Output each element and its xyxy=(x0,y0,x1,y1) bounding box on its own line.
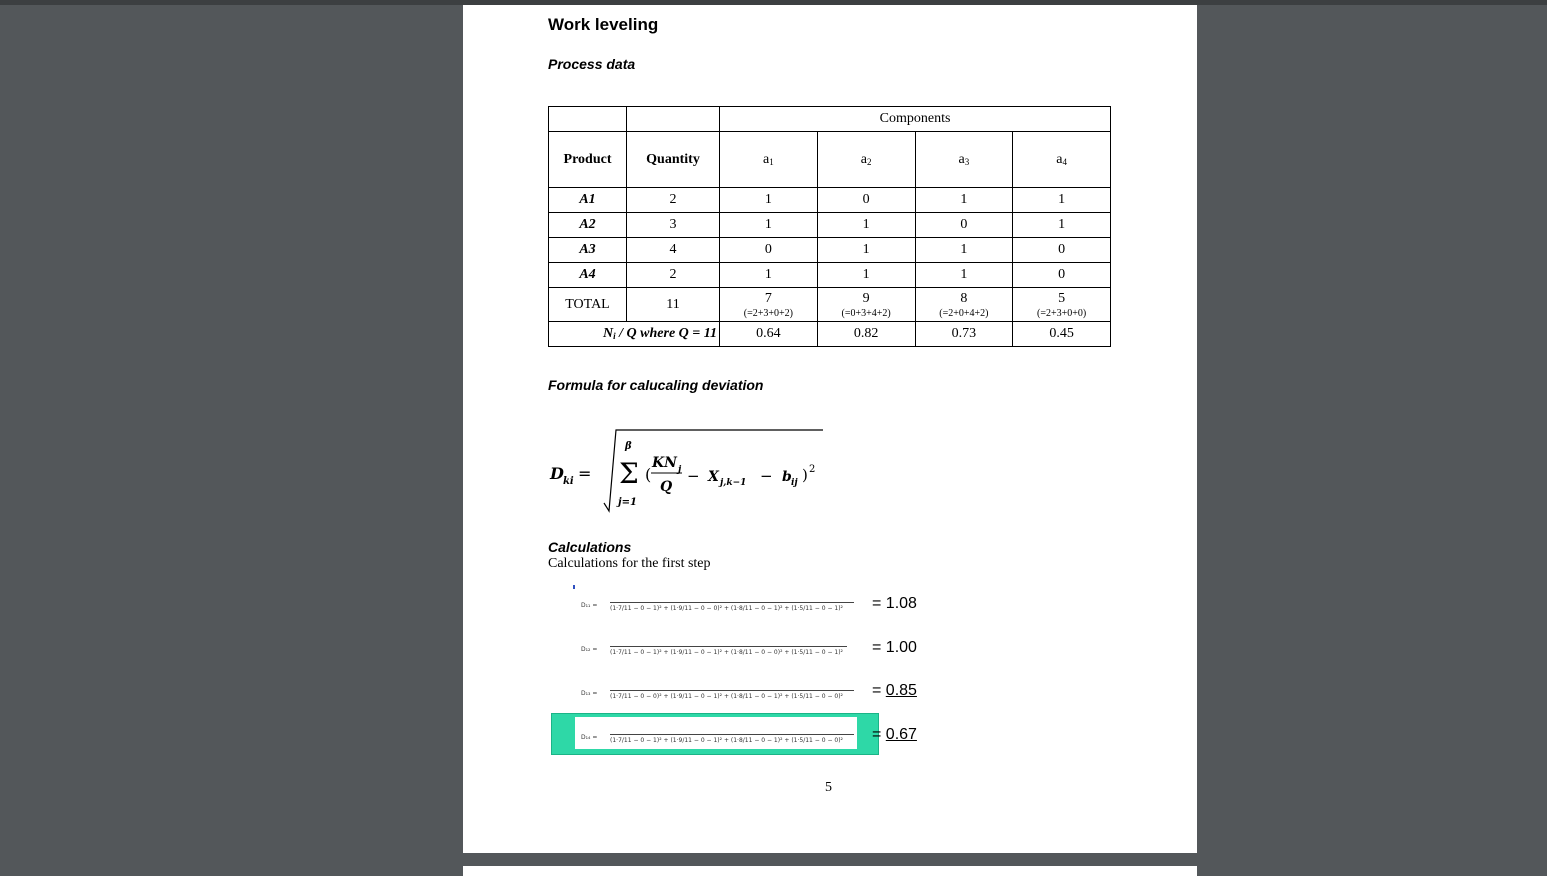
paren-open: ( xyxy=(645,465,652,484)
equals-sign: = xyxy=(872,726,882,743)
component-header: $a_1$ xyxy=(720,132,818,188)
calc-row-4-label: D₁₄ = xyxy=(581,734,598,741)
formula-equals: = xyxy=(578,464,592,483)
exponent: 2 xyxy=(809,464,816,475)
total-row: TOTAL 11 7 (=2+3+0+2) 9 (=0+3+4+2) 8 (=2+0+4+2) 5 (=2+3+0+0) xyxy=(549,288,1111,322)
calc-row-3-label: D₁₃ = xyxy=(581,690,598,697)
page-title: Work leveling xyxy=(548,15,659,34)
formula-x: X xyxy=(708,469,719,485)
calc-row-2-label: D₁₂ = xyxy=(581,646,598,653)
formula-b-sub: ij xyxy=(791,478,798,488)
calc-row-4-result: = 0.67 xyxy=(872,726,917,743)
table-row: A3 4 0 1 1 0 xyxy=(549,238,1111,263)
process-data-table xyxy=(548,106,1111,347)
formula-b: b xyxy=(782,469,792,485)
calc-row-1-label: D₁₁ = xyxy=(581,602,598,609)
table-blank-cell xyxy=(549,107,627,132)
component-header: $a_4$ xyxy=(1013,132,1111,188)
process-data-heading: Process data xyxy=(548,56,636,72)
fraction-numerator-sub: j xyxy=(678,465,682,475)
table-row: A1 2 1 0 1 1 xyxy=(549,188,1111,213)
calculations-heading: Calculations xyxy=(548,539,632,555)
formula-lhs-sub: ki xyxy=(563,476,574,487)
calc-row-3-expression: (1·7/11 − 0 − 0)² + (1·9/11 − 0 − 1)² + (1·8/11 − 0 − 1)² + (1·5/11 − 0 − 0)² xyxy=(610,690,854,700)
paren-close: ) xyxy=(802,466,808,484)
formula-heading: Formula for calucaling deviation xyxy=(548,377,764,393)
page-number: 5 xyxy=(825,780,832,795)
product-header: Product xyxy=(549,132,627,188)
equals-sign: = xyxy=(872,682,882,699)
calc-row-1-result: = 1.08 xyxy=(872,595,917,612)
document-page xyxy=(463,5,1197,853)
sum-sign: Σ xyxy=(619,457,639,490)
minus-sign: − xyxy=(687,467,700,485)
sum-lower: j=1 xyxy=(618,497,637,508)
formula-x-sub: j,k−1 xyxy=(720,478,747,488)
ratio-row: $N_i$ / Q where Q = 11 0.64 0.82 0.73 0.45 xyxy=(549,322,1111,347)
deviation-formula xyxy=(548,425,838,520)
fraction-numerator: KN xyxy=(652,455,677,471)
bullet-mark xyxy=(573,585,575,589)
quantity-header: Quantity xyxy=(627,132,720,188)
sum-upper: β xyxy=(625,441,632,452)
calc-row-4-expression: (1·7/11 − 0 − 1)² + (1·9/11 − 0 − 1)² + (1·8/11 − 0 − 1)² + (1·5/11 − 0 − 0)² xyxy=(610,734,854,744)
table-blank-cell xyxy=(627,107,720,132)
calc-row-2-expression: (1·7/11 − 0 − 1)² + (1·9/11 − 0 − 1)² + (1·8/11 − 0 − 0)² + (1·5/11 − 0 − 1)² xyxy=(610,646,847,656)
calc-row-3-result: = 0.85 xyxy=(872,682,917,699)
calc-row-2-result: = 1.00 xyxy=(872,639,917,656)
table-row: A4 2 1 1 1 0 xyxy=(549,263,1111,288)
calculations-subheading: Calculations for the first step xyxy=(548,556,711,571)
component-header: $a_3$ xyxy=(915,132,1013,188)
calc-row-1-expression: (1·7/11 − 0 − 1)² + (1·9/11 − 0 − 0)² + (1·8/11 − 0 − 1)² + (1·5/11 − 0 − 1)² xyxy=(610,602,854,612)
minus-sign: − xyxy=(760,467,773,485)
component-header: $a_2$ xyxy=(817,132,915,188)
highlight-inner xyxy=(575,717,857,749)
table-row: A2 3 1 1 0 1 xyxy=(549,213,1111,238)
fraction-denominator: Q xyxy=(660,479,673,495)
components-header: Components xyxy=(720,107,1111,132)
next-page-edge xyxy=(463,866,1197,876)
formula-lhs: D xyxy=(550,464,564,483)
